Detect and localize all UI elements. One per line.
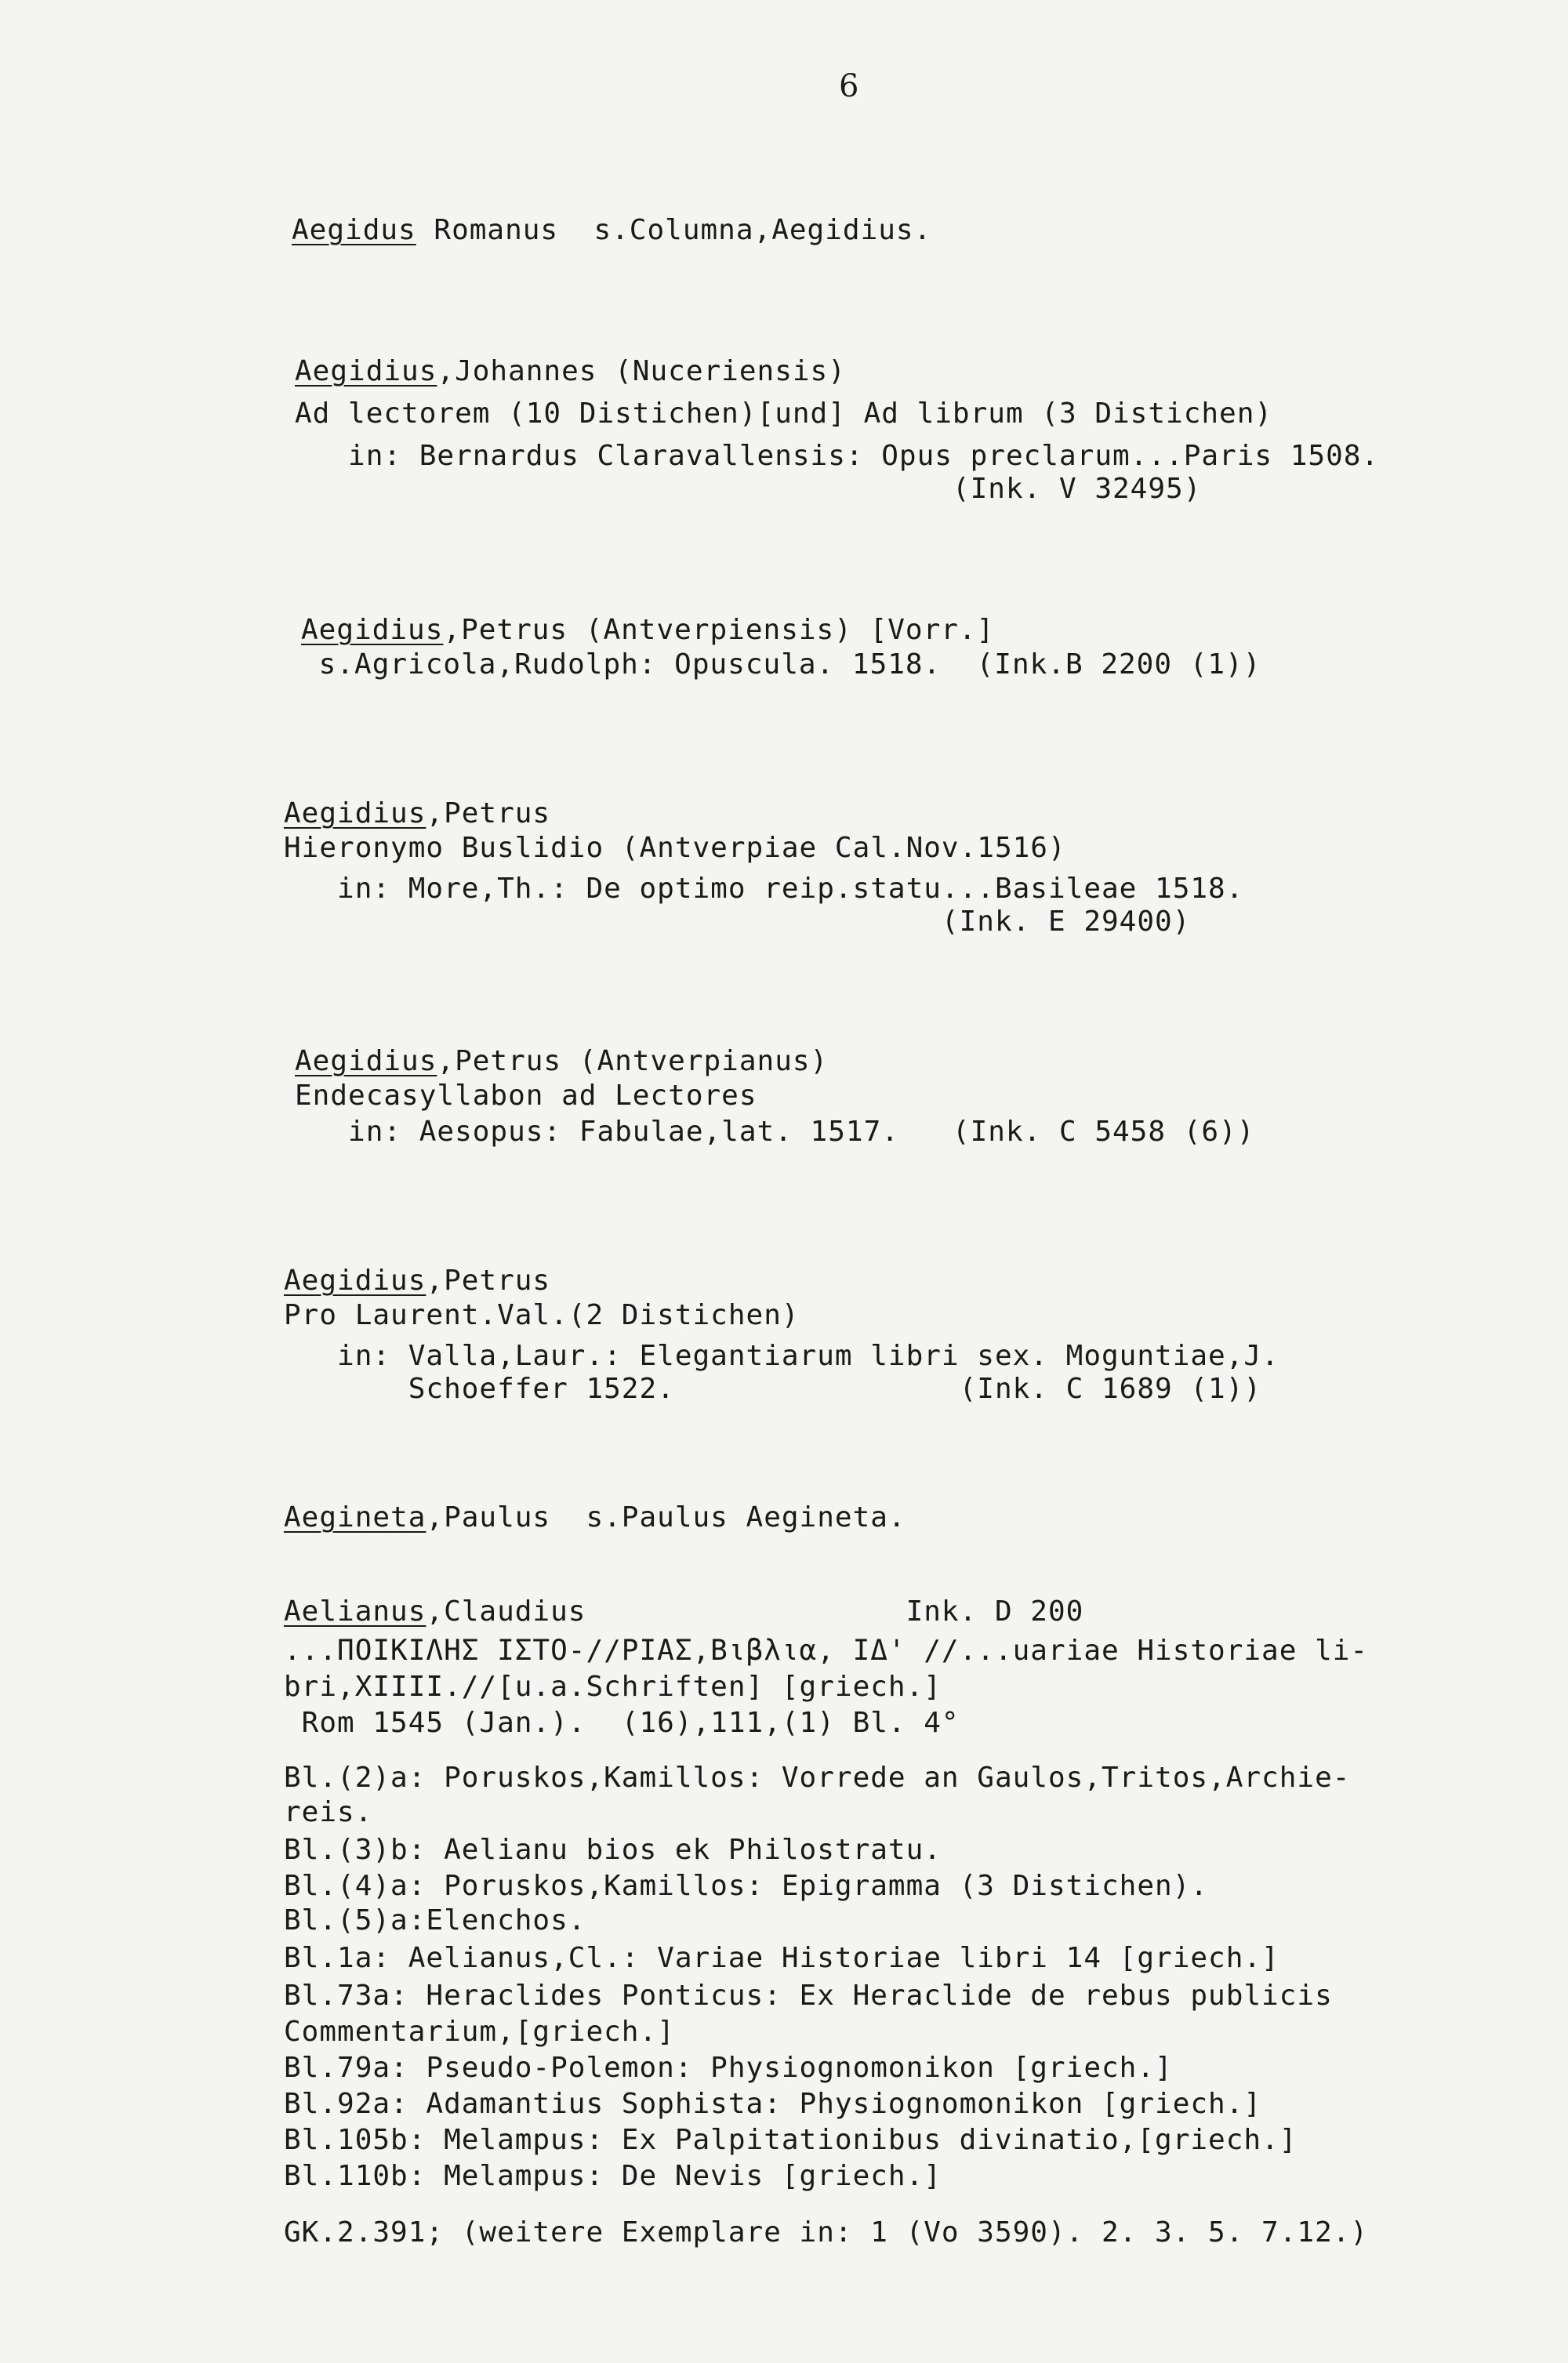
entry-line: in: Aesopus: Fabulae,lat. 1517. (Ink. C 5458 (6))	[295, 1116, 1255, 1148]
entry-line: Ad lectorem (10 Distichen)[und] Ad librum (3 Distichen)	[295, 397, 1273, 430]
entry-line: bri,XIIII.//[u.a.Schriften] [griech.]	[284, 1671, 942, 1703]
entry-line: Hieronymo Buslidio (Antverpiae Cal.Nov.1516)	[284, 832, 1066, 864]
entry-line: Bl.92a: Adamantius Sophista: Physiognomonikon [griech.]	[284, 2088, 1262, 2120]
entry-line: ...ΠΟΙΚΙΛΗΣ ΙΣΤΟ-//ΡΙΑΣ,Βιβλια, ΙΔ' //...uariae Historiae li-	[284, 1635, 1369, 1667]
entry-line: Endecasyllabon ad Lectores	[295, 1080, 757, 1112]
entry-aegidus-romanus-line-1: Aegidus Romanus s.Columna,Aegidius.	[292, 214, 932, 246]
entry-aegidius-petrus-2-line-1: Aegidius,Petrus	[284, 797, 551, 829]
entry-heading: Aegineta	[284, 1501, 426, 1534]
entry-line: Schoeffer 1522. (Ink. C 1689 (1))	[284, 1373, 1262, 1405]
entry-line: in: Bernardus Claravallensis: Opus preclarum...Paris 1508.	[295, 440, 1380, 472]
entry-heading: Aegidius	[295, 1045, 437, 1077]
entry-line: Bl.(4)a: Poruskos,Kamillos: Epigramma (3 Distichen).	[284, 1870, 1209, 1902]
entry-line: reis.	[284, 1796, 373, 1828]
entry-heading: Aegidus	[292, 214, 416, 246]
page-number: 6	[839, 68, 860, 104]
entry-heading: Aegidius	[301, 614, 444, 646]
entry-heading: Aelianus	[284, 1595, 426, 1628]
entry-shelfmark: (Ink. V 32495)	[295, 473, 1202, 505]
entry-heading: Aegidius	[295, 355, 437, 387]
entry-aegineta-paulus-line-1: Aegineta,Paulus s.Paulus Aegineta.	[284, 1501, 906, 1534]
entry-shelfmark: (Ink. E 29400)	[284, 906, 1191, 938]
entry-line: GK.2.391; (weitere Exemplare in: 1 (Vo 3590). 2. 3. 5. 7.12.)	[284, 2216, 1369, 2249]
entry-line: in: Valla,Laur.: Elegantiarum libri sex. Moguntiae,J.	[284, 1340, 1279, 1372]
entry-line: Bl.110b: Melampus: De Nevis [griech.]	[284, 2160, 942, 2192]
entry-heading: Aegidius	[284, 1265, 426, 1297]
entry-aelianus-claudius-line-1: Aelianus,Claudius Ink. D 200	[284, 1595, 1084, 1628]
entry-line: Bl.(3)b: Aelianu bios ek Philostratu.	[284, 1834, 942, 1866]
entry-heading: Aegidius	[284, 797, 426, 829]
entry-line: Bl.(5)a:Elenchos.	[284, 1904, 586, 1936]
entry-line: Pro Laurent.Val.(2 Distichen)	[284, 1299, 800, 1331]
entry-line: in: More,Th.: De optimo reip.statu...Basileae 1518.	[284, 873, 1244, 905]
entry-line: Commentarium,[griech.]	[284, 2016, 675, 2048]
entry-line: Bl.1a: Aelianus,Cl.: Variae Historiae libri 14 [griech.]	[284, 1942, 1279, 1974]
entry-line: Bl.(2)a: Poruskos,Kamillos: Vorrede an Gaulos,Tritos,Archie-	[284, 1762, 1351, 1794]
entry-aegidius-petrus-1-line-1: Aegidius,Petrus (Antverpiensis) [Vorr.]	[301, 614, 995, 646]
entry-line: Bl.105b: Melampus: Ex Palpitationibus divinatio,[griech.]	[284, 2124, 1298, 2156]
entry-aegidius-petrus-4-line-1: Aegidius,Petrus	[284, 1265, 551, 1297]
entry-line: s.Agricola,Rudolph: Opuscula. 1518. (Ink.B 2200 (1))	[301, 648, 1261, 681]
entry-aegidius-johannes-line-1: Aegidius,Johannes (Nuceriensis)	[295, 355, 846, 387]
entry-line: Bl.79a: Pseudo-Polemon: Physiognomonikon [griech.]	[284, 2052, 1173, 2084]
entry-aegidius-petrus-3-line-1: Aegidius,Petrus (Antverpianus)	[295, 1045, 829, 1077]
entry-line: Rom 1545 (Jan.). (16),111,(1) Bl. 4°	[284, 1707, 960, 1739]
entry-line: Bl.73a: Heraclides Ponticus: Ex Heraclide de rebus publicis	[284, 1980, 1333, 2012]
